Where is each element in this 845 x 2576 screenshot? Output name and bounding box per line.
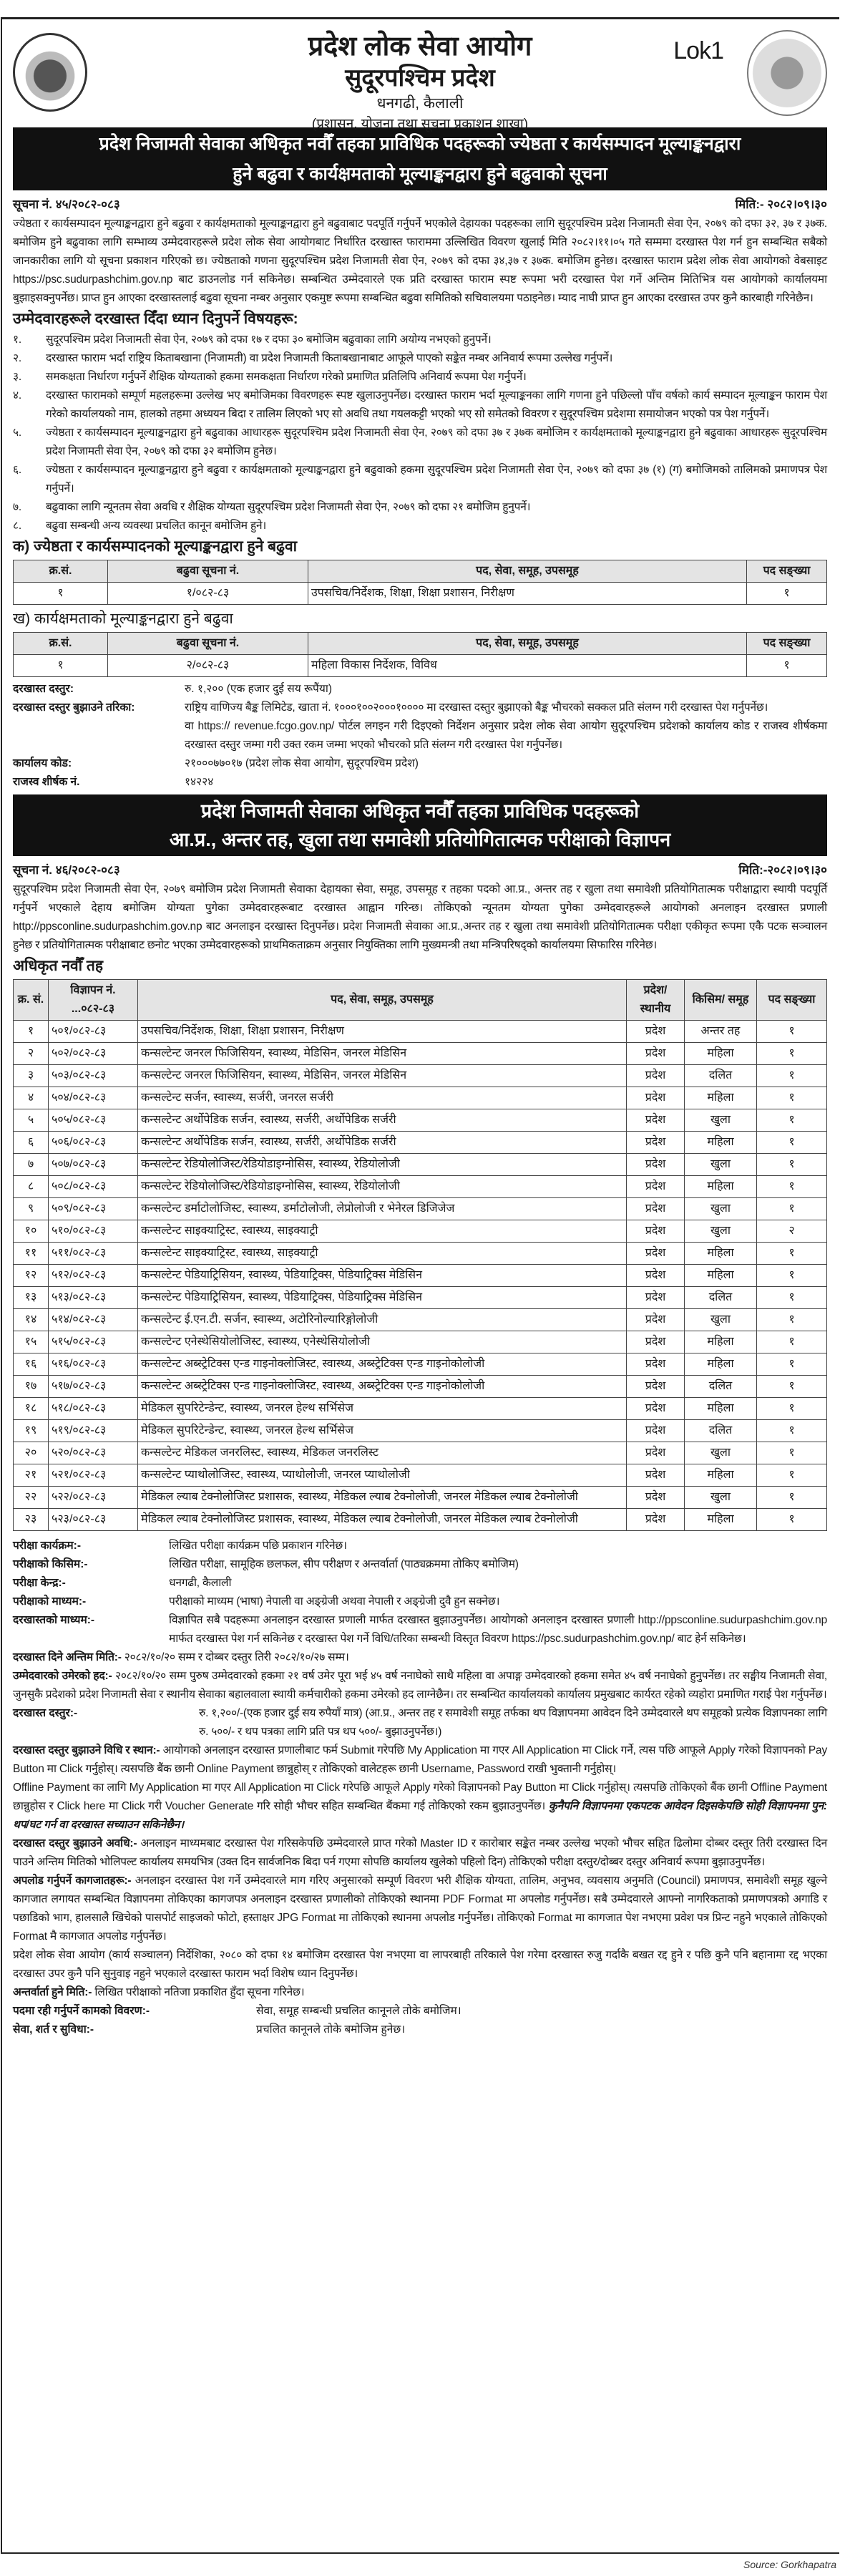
org-name: प्रदेश लोक सेवा आयोग (308, 31, 532, 62)
pay-period-info (13, 1834, 827, 1872)
table-cell: प्रदेश (627, 1243, 685, 1265)
fee-value: रु. १,२०० (एक हजार दुई सय रूपैंया) (185, 683, 333, 695)
table-cell: कन्सल्टेन्ट साइक्याट्रिस्ट, स्वास्थ्य, साइक्याट्री (138, 1243, 627, 1265)
table-cell: कन्सल्टेन्ट रेडियोलोजिस्ट/रेडियोडाइग्नोसिस, स्वास्थ्य, रेडियोलोजी (138, 1154, 627, 1176)
revenue-code: १४२२४ (185, 776, 214, 788)
table-cell: २३ (14, 1509, 49, 1531)
table-cell: खुला (685, 1442, 757, 1464)
table-cell: १ (757, 1265, 827, 1287)
table-cell: प्रदेश (627, 1021, 685, 1043)
notice1-body: ज्येष्ठता र कार्यसम्पादन मूल्याङ्कनद्वारा हुने बढुवा र कार्यक्षमताको मूल्याङ्कनद्वारा हुने बढुवाबाट पदपूर्ति गर्नुपर्ने भएकोले देहायका पदहरूका लागि सुदूरपश्चिम प्रदेश निजामती सेवा ऐन, २०७९ को दफा ३२, ३७ र ३७क. बमोजिम हुने बढुवाका लागि सम्भाव्य उम्मेदवारहरूले प्रदेश लोक सेवा आयोगबाट निर्धारित दरखास्त फाराममा उल्लिखित विवरण खुलाई मिति २०८२।११।०५ गते सम्ममा दरखास्त पेश गर्न हुन सम्बन्धित सबैको जानकारीका लागि यो सूचना प्रकाशन गरिएको छ। ज्येष्ठताको गणना सुदूरपश्चिम प्रदेश निजामती सेवा ऐन, २०७९ को दफा ३४,३७ र ३७क. बमोजिम हुनेछ। दरखास्त फाराम प्रदेश लोक सेवा आयोगको वेबसाइट https://psc.sudurpashchim.gov.np बाट डाउनलोड गर्न सकिनेछ। सम्बन्धित उम्मेदवारले एक प्रति दरखास्त फाराम स्पष्ट रूपमा भरी दरखास्त पेश गर्ने अन्तिम मितिभित्र यस आयोगको कार्यालयमा बुझाइसक्नुपर्नेछ। प्राप्त हुन आएका दरखास्तलाई बढुवा सूचना नम्बर अनुसार एकमुष्ट रूपमा सम्बन्धित बढुवा समितिको सचिवालयमा पठाइनेछ। म्याद नाघी प्राप्त हुन आएका दरखास्त उपर कुनै कारबाही गरिनेछैन। (13, 218, 827, 304)
table-cell: ५१०/०८२-८३ (49, 1220, 138, 1243)
column-header: क्र.सं. (14, 560, 108, 583)
table-cell: ५०४/०८२-८३ (49, 1087, 138, 1109)
interview-info (13, 1983, 827, 2002)
fee-label: दरखास्त दस्तुर: (13, 683, 74, 695)
point-number: १. (13, 334, 21, 346)
table-row (14, 1043, 827, 1065)
column-header: पद, सेवा, समूह, उपसमूह (138, 980, 627, 1021)
table-cell: मेडिकल ल्याब टेक्नोलोजिस्ट प्रशासक, स्वास्थ्य, मेडिकल ल्याब टेक्नोलोजी, जनरल मेडिकल ल्याब टेक्नोलोजी (138, 1509, 627, 1531)
table-cell: प्रदेश (627, 1287, 685, 1309)
info-value: आयोगको अनलाइन दरखास्त प्रणालीबाट फर्म Submit गरेपछि My Application मा गएर All Application मा Click गर्ने, त्यस पछि आफूले Apply गरेको विज्ञापनको Pay Button मा Click गर्नुहोस्। त्यसपछि बैंक छानी Online Payment छान्नुहोस् र तोकिएको वालेटहरू छानी Username, Password राखी भुक्तानी गर्नुहोस्। (13, 1744, 828, 1775)
table-cell: १/०८२-८३ (108, 583, 308, 605)
vacancy-table (13, 979, 827, 1531)
table-cell: महिला (685, 1176, 757, 1198)
exam-info-row (13, 1537, 827, 1555)
info-label: अन्तर्वार्ता हुने मिति:- (13, 1986, 92, 1998)
notice-number: सूचना नं. ४६/२०८२-०८३ (13, 863, 120, 877)
info-label: परीक्षाको माध्यम:- (13, 1595, 87, 1608)
column-header: प्रदेश/ स्थानीय (627, 980, 685, 1021)
table-cell: प्रदेश (627, 1154, 685, 1176)
table-cell: १ (757, 1154, 827, 1176)
branch: (प्रशासन, योजना तथा सूचना प्रकाशन शाखा) (311, 117, 529, 132)
table-row (14, 1442, 827, 1464)
table-cell: १५ (14, 1331, 49, 1353)
point-number: ३. (13, 371, 21, 383)
table-cell: ५११/०८२-८३ (49, 1243, 138, 1265)
point-item (13, 461, 827, 498)
table-cell: २ (757, 1220, 827, 1243)
table-cell: ५०५/०८२-८३ (49, 1109, 138, 1132)
table-cell: १ (14, 583, 108, 605)
info-value: २०८२/१०/२० सम्म पुरुष उम्मेदवारको हकमा २१ वर्ष उमेर पूरा भई ४५ वर्ष ननाघेको साथै महिला वा अपाङ्ग उम्मेदवारको हकमा समेत ४५ वर्ष ननाघेको हुनुपर्नेछ। तर सङ्घीय निजामती सेवा, जुनसुकै प्रदेशको प्रदेश निजामती सेवा र स्थानीय सेवाका बहालवाला स्थायी कर्मचारीको हकमा उमेरको हद लाग्नेछैन। तर सम्बन्धित कार्यालयको कार्यालय प्रमुखबाट कार्यरत रहेको व्यहोरा प्रमाणित गराई पेश गर्नुपर्नेछ। (13, 1670, 827, 1701)
table-cell: महिला (685, 1265, 757, 1287)
exam-info-row (13, 1611, 827, 1648)
info-label: अपलोड गर्नुपर्ने कागजातहरू:- (13, 1875, 132, 1887)
table-cell: १ (757, 1176, 827, 1198)
table-cell: १ (14, 655, 108, 677)
info-label: परीक्षा केन्द्र:- (13, 1577, 66, 1589)
rule-text: प्रदेश लोक सेवा आयोग (कार्य सञ्चालन) निर्देशिका, २०८० को दफा १४ बमोजिम दरखास्त पेश नभएमा वा लापरबाही तरिकाले पेश गरेमा दरखास्त रुजु गर्दाकै बखत रद्द हुने र पछि कुनै पनि बहानामा रद्द भएका दरखास्त उपर कुनै पनि सुनुवाइ नहुने भएकाले दरखास्त फाराम भर्दा विशेष ध्यान दिनुपर्नेछ। (13, 1949, 827, 1980)
table-cell: १ (747, 655, 827, 677)
point-item (13, 387, 827, 424)
table-cell: महिला (685, 1398, 757, 1420)
offline-text: Offline Payment का लागि My Application मा गएर All Application मा Click गरेपछि आफूले Apply गरेको विज्ञापनको Pay Button मा Click गर्नुहोस्। त्यसपछि तोकिएको बैंक छानी Offline Payment छान्नुहोस र Click here मा Click गरी Voucher Generate गरि सोही भौचर सहित सम्बन्धित बैंकमा गई तोकिएको रकम बुझाउनुपर्नेछ। (13, 1782, 827, 1812)
table-cell: महिला (685, 1243, 757, 1265)
table-cell: कन्सल्टेन्ट सर्जन, स्वास्थ्य, सर्जरी, जनरल सर्जरी (138, 1087, 627, 1109)
info-label: दरखास्त दस्तुर:- (13, 1707, 78, 1719)
table-cell: खुला (685, 1198, 757, 1220)
table-cell: ७ (14, 1154, 49, 1176)
table-cell: कन्सल्टेन्ट रेडियोलोजिस्ट/रेडियोडाइग्नोसिस, स्वास्थ्य, रेडियोलोजी (138, 1176, 627, 1198)
table-cell: ५ (14, 1109, 49, 1132)
exam-info (13, 1537, 827, 1648)
table-cell: ५१६/०८२-८३ (49, 1353, 138, 1376)
table-cell: कन्सल्टेन्ट अब्स्ट्रेटिक्स एन्ड गाइनोक्लोजिस्ट, स्वास्थ्य, अब्स्ट्रेटिक्स एन्ड गाइनोकोलोजी (138, 1376, 627, 1398)
table-row (14, 655, 827, 677)
table-cell: १ (757, 1353, 827, 1376)
info-value: अनलाइन दरखास्त पेश गर्ने उम्मेदवारले माग गरिए अनुसारको सम्पूर्ण विवरण भरी शैक्षिक योग्यता, तालिम, अनुभव, व्यवसाय अनुमति (Council) प्रमाणपत्र, समावेशी समूह खुल्ने कागजात लगायत सम्बन्धित विज्ञापनमा तोकिएका कागजपत्र अनलाइन दरखास्त प्रणालीको तोकिएको स्थानमा PDF Format मा अपलोड गर्नुपर्नेछ। सबै उम्मेदवारले आफ्नो नागरिकताको प्रमाणपत्रको अगाडि र पछाडिको भाग, हालसालै खिचेको पासपोर्ट साइजको फोटो, हस्ताक्षर JPG Format मा तोकिएको स्थानमा अपलोड गर्नुपर्नेछ। तोकिएको Format मा कागजात पेश नभएमा प्रवेश पत्र प्रिन्ट नहुने भएकाले तोकिएको Format मै कागजात अपलोड गर्नुपर्नेछ। (13, 1875, 827, 1943)
table-cell: प्रदेश (627, 1065, 685, 1087)
table-cell: १ (757, 1198, 827, 1220)
table-cell: १ (757, 1509, 827, 1531)
info-label: दरखास्तको माध्यम:- (13, 1614, 95, 1626)
point-text: दरखास्त फारामको सम्पूर्ण महलहरूमा उल्लेख भए बमोजिमका विवरणहरू स्पष्ट खुलाउनुपर्नेछ। दरखास्त फाराम भर्दा मूल्याङ्कनका लागि गणना हुने पछिल्लो पाँच वर्षको कार्य सम्पादन मूल्याङ्कन फाराम पेश गरेको कार्यालयको नाम, हालको तहमा अध्ययन बिदा र तालिम लिएको भए सो अवधि तथा गयलकट्टी भएको भए सो समेतको विवरण र सुदूरपश्चिम प्रदेशमा समायोजन भएको पत्र पेश गर्नुपर्ने। (46, 389, 827, 420)
info-value: विज्ञापित सबै पदहरूमा अनलाइन दरखास्त प्रणाली मार्फत दरखास्त बुझाउनुपर्नेछ। आयोगको अनलाइन दरखास्त प्रणाली http://ppsconline.sudurpashchim.gov.np मार्फत दरखास्त पेश गर्न सकिनेछ र दरखास्त पेश गर्ने विधि/तरिका सम्बन्धी विस्तृत विवरण https://psc.sudurpashchim.gov.np/ बाट हेर्न सकिनेछ। (169, 1614, 827, 1645)
table-cell: कन्सल्टेन्ट अब्स्ट्रेटिक्स एन्ड गाइनोक्लोजिस्ट, स्वास्थ्य, अब्स्ट्रेटिक्स एन्ड गाइनोकोलोजी (138, 1353, 627, 1376)
table-cell: प्रदेश (627, 1509, 685, 1531)
table-row (14, 583, 827, 605)
point-text: बढुवाका लागि न्यूनतम सेवा अवधि र शैक्षिक योग्यता सुदूरपश्चिम प्रदेश निजामती सेवा ऐन, २०७९ को दफा २१ बमोजिम हुनुपर्ने। (46, 501, 531, 513)
table-cell: ११ (14, 1243, 49, 1265)
table-row (14, 1021, 827, 1043)
table-cell: ८ (14, 1176, 49, 1198)
psc-logo-icon (747, 30, 827, 116)
column-header: क्र.सं. (14, 633, 108, 655)
table-row (14, 1109, 827, 1132)
notice-date: मिति:-२०८२।०९।३० (738, 863, 827, 877)
table-cell: ६ (14, 1132, 49, 1154)
table-cell: प्रदेश (627, 1353, 685, 1376)
table-cell: खुला (685, 1154, 757, 1176)
table-cell: प्रदेश (627, 1265, 685, 1287)
duties-info (13, 2002, 827, 2021)
table-cell: २० (14, 1442, 49, 1464)
info-label: पदमा रही गर्नुपर्ने कामको विवरण:- (13, 2005, 150, 2017)
table-cell: उपसचिव/निर्देशक, शिक्षा, शिक्षा प्रशासन, निरीक्षण (308, 583, 747, 605)
point-number: ४. (13, 389, 21, 402)
office-code: २१०००७७०१७ (प्रदेश लोक सेवा आयोग, सुदूरपश्चिम प्रदेश) (185, 757, 419, 769)
points-list (13, 331, 827, 535)
table-cell: १ (747, 583, 827, 605)
pay-label: दरखास्त दस्तुर बुझाउने तरिका: (13, 701, 135, 714)
table-cell: कन्सल्टेन्ट अर्थोपेडिक सर्जन, स्वास्थ्य, सर्जरी, अर्थोपेडिक सर्जरी (138, 1109, 627, 1132)
table-cell: १ (757, 1331, 827, 1353)
info-label: सेवा, शर्त र सुविधा:- (13, 2023, 94, 2036)
table-cell: कन्सल्टेन्ट पेडियाट्रिसियन, स्वास्थ्य, पेडियाट्रिक्स, पेडियाट्रिक्स मेडिसिन (138, 1265, 627, 1287)
info-label: दरखास्त दिने अन्तिम मिति:- (13, 1651, 122, 1663)
table-a-heading: क) ज्येष्ठता र कार्यसम्पादनको मूल्याङ्कनद्वारा हुने बढुवा (13, 538, 298, 555)
column-header: पद सङ्ख्या (757, 980, 827, 1021)
nepal-emblem-icon (13, 33, 87, 112)
table-cell: ५०३/०८२-८३ (49, 1065, 138, 1087)
table-cell: १ (757, 1287, 827, 1309)
table-header-row (14, 560, 827, 583)
table-cell: १ (757, 1309, 827, 1331)
title-line: हुने बढुवा र कार्यक्षमताको मूल्याङ्कनद्वारा हुने बढुवाको सूचना (233, 164, 607, 184)
table-cell: खुला (685, 1109, 757, 1132)
table-cell: १ (757, 1132, 827, 1154)
table-cell: ५२०/०८२-८३ (49, 1442, 138, 1464)
table-cell: १ (757, 1021, 827, 1043)
table-header-row (14, 633, 827, 655)
age-info (13, 1667, 827, 1704)
table-cell: कन्सल्टेन्ट ई.एन.टी. सर्जन, स्वास्थ्य, अटोरिनोल्यारिङ्गोलोजी (138, 1309, 627, 1331)
point-text: समकक्षता निर्धारण गर्नुपर्ने शैक्षिक योग्यताको हकमा समकक्षता निर्धारण गरेको प्रमाणित प्रतिलिपि अनिवार्य रूपमा पेश गर्नुपर्ने। (46, 371, 527, 383)
table-cell: १ (757, 1420, 827, 1442)
table-cell: मेडिकल ल्याब टेक्नोलोजिस्ट प्रशासक, स्वास्थ्य, मेडिकल ल्याब टेक्नोलोजी, जनरल मेडिकल ल्याब टेक्नोलोजी (138, 1487, 627, 1509)
table-cell: ५०६/०८२-८३ (49, 1132, 138, 1154)
table-header-row (14, 980, 827, 1021)
notice2-title (13, 794, 827, 856)
table-row (14, 1220, 827, 1243)
table-cell: प्रदेश (627, 1376, 685, 1398)
table-cell: ५१७/०८२-८३ (49, 1376, 138, 1398)
table-b-heading: ख) कार्यक्षमताको मूल्याङ्कनद्वारा हुने बढुवा (13, 611, 233, 627)
table-cell: ५०७/०८२-८३ (49, 1154, 138, 1176)
source-credit: Source: Gorkhapatra (743, 2559, 836, 2570)
column-header: बढुवा सूचना नं. (108, 633, 308, 655)
table-row (14, 1509, 827, 1531)
table-cell: प्रदेश (627, 1109, 685, 1132)
table-cell: महिला (685, 1331, 757, 1353)
table-cell: प्रदेश (627, 1464, 685, 1487)
exam-info-row (13, 1555, 827, 1574)
table-cell: ५१४/०८२-८३ (49, 1309, 138, 1331)
column-header: किसिम/ समूह (685, 980, 757, 1021)
location: धनगढी, कैलाली (376, 95, 464, 112)
title-line: प्रदेश निजामती सेवाका अधिकृत नवौँ तहका प्राविधिक पदहरूको (200, 800, 640, 822)
info-value: सेवा, समूह सम्बन्धी प्रचलित कानूनले तोके बमोजिम। (256, 2005, 461, 2017)
point-item (13, 331, 827, 349)
table-cell: १ (14, 1021, 49, 1043)
table-cell: ५०९/०८२-८३ (49, 1198, 138, 1220)
table-cell: कन्सल्टेन्ट एनेस्थेसियोलोजिस्ट, स्वास्थ्य, एनेस्थेसियोलोजी (138, 1331, 627, 1353)
pay-method-info (13, 1741, 827, 1779)
info-label: परीक्षाको किसिम:- (13, 1558, 88, 1570)
application-info (13, 1648, 827, 2039)
info-value: प्रचलित कानूनले तोके बमोजिम हुनेछ। (256, 2023, 406, 2036)
column-header: पद सङ्ख्या (747, 633, 827, 655)
column-header: बढुवा सूचना नं. (108, 560, 308, 583)
table-cell: प्रदेश (627, 1398, 685, 1420)
table-row (14, 1065, 827, 1087)
letterhead (13, 17, 827, 132)
table-cell: १ (757, 1376, 827, 1398)
table-row (14, 1132, 827, 1154)
point-text: बढुवा सम्बन्धी अन्य व्यवस्था प्रचलित कानून बमोजिम हुने। (46, 520, 267, 532)
province-name: सुदूरपश्चिम प्रदेश (345, 64, 495, 92)
fee-info (13, 1704, 827, 1741)
table-cell: कन्सल्टेन्ट जनरल फिजिसियन, स्वास्थ्य, मेडिसिन, जनरल मेडिसिन (138, 1043, 627, 1065)
table-cell: उपसचिव/निर्देशक, शिक्षा, शिक्षा प्रशासन, निरीक्षण (138, 1021, 627, 1043)
table-cell: महिला (685, 1464, 757, 1487)
title-line: प्रदेश निजामती सेवाका अधिकृत नवौँ तहका प्राविधिक पदहरूको ज्येष्ठता र कार्यसम्पादन मूल्याङ्कनद्वारा (99, 134, 741, 154)
table-cell: दलित (685, 1420, 757, 1442)
table-cell: ५२२/०८२-८३ (49, 1487, 138, 1509)
warning-text: कुनैपनि विज्ञापनमा एकपटक आवेदन दिइसकेपछि सोही विज्ञापनमा पुन: थप/घट गर्न वा दरखास्त सच्याउन सकिनेछैन। (13, 1800, 828, 1831)
table-row (14, 1487, 827, 1509)
table-row (14, 1420, 827, 1442)
table-cell: प्रदेश (627, 1309, 685, 1331)
table-cell: प्रदेश (627, 1132, 685, 1154)
table-cell: २/०८२-८३ (108, 655, 308, 677)
notice-number: सूचना नं. ४५/२०८२-०८३ (13, 198, 120, 211)
pay-text: राष्ट्रिय वाणिज्य बैङ्क लिमिटेड, खाता नं. १०००१००२०००१०००० मा दरखास्त दस्तुर बुझाएको बैङ्क भौचरको सक्कल प्रति संलग्न गरी दरखास्त पेश गर्नुपर्नेछ। (185, 701, 768, 714)
table-cell: १ (757, 1487, 827, 1509)
table-cell: ५१९/०८२-८३ (49, 1420, 138, 1442)
table-cell: १० (14, 1220, 49, 1243)
table-cell: १ (757, 1464, 827, 1487)
table-row (14, 1376, 827, 1398)
table-cell: ५०१/०८२-८३ (49, 1021, 138, 1043)
table-cell: दलित (685, 1376, 757, 1398)
notice-date: मिति:- २०८२।०९।३० (735, 198, 827, 211)
info-value: रु. १,२००/-(एक हजार दुई सय रुपैयाँ मात्र) (आ.प्र., अन्तर तह र समावेशी समूह तर्फका थप विज्ञापनमा आवेदन दिने उम्मेदवारले थप समूहको प्रत्येक विज्ञापनका लागि रु. ५००/- र थप पत्रका लागि प्रति पत्र थप ५००/- बुझाउनुपर्नेछ।) (199, 1707, 827, 1738)
info-label: परीक्षा कार्यक्रम:- (13, 1540, 81, 1552)
info-label: उम्मेदवारको उमेरको हद:- (13, 1670, 112, 1682)
point-number: ६. (13, 464, 21, 476)
table-cell: १७ (14, 1376, 49, 1398)
service-info (13, 2021, 827, 2039)
point-item (13, 498, 827, 517)
table-row (14, 1331, 827, 1353)
column-header: पद, सेवा, समूह, उपसमूह (308, 560, 747, 583)
table-row (14, 1265, 827, 1287)
table-cell: महिला (685, 1087, 757, 1109)
table-row (14, 1087, 827, 1109)
point-text: दरखास्त फाराम भर्दा राष्ट्रिय किताबखाना (निजामती) वा प्रदेश निजामती किताबखानाबाट आफूले पाएको सङ्केत नम्बर अनिवार्य रूपमा उल्लेख गर्नुपर्ने। (46, 352, 613, 364)
exam-info-row (13, 1593, 827, 1611)
table-cell: दलित (685, 1065, 757, 1087)
table-cell: खुला (685, 1309, 757, 1331)
revenue-label: राजस्व शीर्षक नं. (13, 776, 80, 788)
table-cell: ३ (14, 1065, 49, 1087)
table-cell: महिला (685, 1509, 757, 1531)
table-cell: दलित (685, 1287, 757, 1309)
table-cell: प्रदेश (627, 1198, 685, 1220)
info-value: अनलाइन माध्यमबाट दरखास्त पेश गरिसकेपछि उम्मेदवारले प्राप्त गरेको Master ID र कारोबार सङ्केत नम्बर उल्लेख भएको भौचर सहित ढिलोमा दोब्बर दस्तुर तिरी दरखास्त दिन पाउने अन्तिम मितिको भोलिपल्ट कार्यालय समयभित्र (उक्त दिन सार्वजनिक बिदा पर्न गएमा सोपछि कार्यालय खुलेको पहिलो दिन) तोकिएको परीक्षा दस्तुर/दोब्बर दस्तुर अनिवार्य रूपमा बुझाउनुपर्नेछ। (13, 1837, 827, 1868)
table-cell: प्रदेश (627, 1043, 685, 1065)
point-item (13, 349, 827, 368)
table-cell: महिला (685, 1043, 757, 1065)
pay-text: वा https:// revenue.fcgo.gov.np/ पोर्टल लगइन गरी दिइएको निर्देशन अनुसार प्रदेश लोक सेवा आयोग सुदूरपश्चिम प्रदेशको कार्यालय कोड र राजस्व शीर्षकमा दरखास्त दस्तुर जम्मा गरी उक्त रकम जम्मा भएको भौचरको प्रति संलग्न गरी दरखास्त पेश गर्नुपर्नेछ। (185, 720, 827, 751)
table-cell: ५२३/०८२-८३ (49, 1509, 138, 1531)
table-cell: कन्सल्टेन्ट अर्थोपेडिक सर्जन, स्वास्थ्य, सर्जरी, अर्थोपेडिक सर्जरी (138, 1132, 627, 1154)
point-number: ८. (13, 520, 21, 532)
point-text: ज्येष्ठता र कार्यसम्पादन मूल्याङ्कनद्वारा हुने बढुवा र कार्यक्षमताको मूल्याङ्कनद्वारा हुने बढुवाको हकमा सुदूरपश्चिम प्रदेश निजामती सेवा ऐन, २०७९ को दफा ३७ (१) (ग) बमोजिमको तालिमको प्रमाणपत्र पेश गर्नुपर्ने। (46, 464, 827, 495)
table-row (14, 1353, 827, 1376)
column-header: क्र. सं. (14, 980, 49, 1021)
table-cell: २२ (14, 1487, 49, 1509)
title-line: आ.प्र., अन्तर तह, खुला तथा समावेशी प्रतियोगितात्मक परीक्षाको विज्ञापन (169, 829, 671, 850)
table-cell: मेडिकल सुपरिटेन्डेन्ट, स्वास्थ्य, जनरल हेल्थ सर्भिसेज (138, 1398, 627, 1420)
table-cell: ५०८/०८२-८३ (49, 1176, 138, 1198)
table-cell: ५१२/०८२-८३ (49, 1265, 138, 1287)
point-text: सुदूरपश्चिम प्रदेश निजामती सेवा ऐन, २०७९ को दफा १७ र दफा ३० बमोजिम बढुवाका लागि अयोग्य नभएको हुनुपर्ने। (46, 334, 492, 346)
table-cell: १ (757, 1398, 827, 1420)
info-value: लिखित परीक्षा, सामूहिक छलफल, सीप परीक्षण र अन्तर्वार्ता (पाठ्यक्रममा तोकिए बमोजिम) (169, 1558, 519, 1570)
table-cell: १२ (14, 1265, 49, 1287)
table-cell: कन्सल्टेन्ट पेडियाट्रिसियन, स्वास्थ्य, पेडियाट्रिक्स, पेडियाट्रिक्स मेडिसिन (138, 1287, 627, 1309)
points-heading: उम्मेदवारहरूले दरखास्त दिँदा ध्यान दिनुपर्ने विषयहरू: (13, 311, 298, 327)
table-cell: मेडिकल सुपरिटेन्डेन्ट, स्वास्थ्य, जनरल हेल्थ सर्भिसेज (138, 1420, 627, 1442)
notice1-title (13, 127, 827, 190)
table-row (14, 1243, 827, 1265)
table-row (14, 1198, 827, 1220)
table-cell: प्रदेश (627, 1442, 685, 1464)
table-row (14, 1154, 827, 1176)
point-item (13, 368, 827, 387)
table-cell: कन्सल्टेन्ट डर्माटोलोजिस्ट, स्वास्थ्य, डर्माटोलोजी, लेप्रोलोजी र भेनेरल डिजिजेज (138, 1198, 627, 1220)
info-value: धनगढी, कैलाली (169, 1577, 232, 1589)
table-cell: ५२१/०८२-८३ (49, 1464, 138, 1487)
table-cell: महिला (685, 1353, 757, 1376)
table-cell: प्रदेश (627, 1087, 685, 1109)
table-row (14, 1176, 827, 1198)
notice2-body: सुदूरपश्चिम प्रदेश निजामती सेवा ऐन, २०७९ बमोजिम प्रदेश निजामती सेवाका देहायका सेवा, समूह, उपसमूह र तहका पदको आ.प्र., अन्तर तह र खुला तथा समावेशी प्रतियोगितात्मक परीक्षाद्वारा स्थायी पदपूर्ति गर्नुपर्ने भएकाले देहाय बमोजिम योग्यता पुगेका उम्मेदवारहरूबाट दरखास्त आह्वान गरिन्छ। तोकिएको न्यूनतम योग्यता पुगेका उम्मेदवारहरूले आयोगको अनलाइन दरखास्त प्रणाली http://ppsconline.sudurpashchim.gov.np बाट अनलाइन दरखास्त दिनुपर्नेछ। प्रदेश निजामती सेवाका आ.प्र.,अन्तर तह र खुला तथा समावेशी प्रतियोगितात्मक परीक्षा एकीकृत रूपमा एकै पटक सञ्चालन हुनेछ र प्रतियोगितात्मक परीक्षाबाट छनोट भएका उम्मेदवारहरूको प्राथमिकताक्रम अनुसार नियुक्तिका लागि मुख्यमन्त्री तथा मन्त्रिपरिषद्को कार्यालयमा सिफारिस गरिनेछ। (13, 883, 827, 951)
table-cell: १ (757, 1087, 827, 1109)
table-cell: १ (757, 1243, 827, 1265)
column-header: विज्ञापन नं. ...०८२-८३ (49, 980, 138, 1021)
column-header: पद, सेवा, समूह, उपसमूह (308, 633, 747, 655)
table-cell: १ (757, 1043, 827, 1065)
table-cell: १ (757, 1442, 827, 1464)
info-value: परीक्षाको माध्यम (भाषा) नेपाली वा अङ्ग्रेजी अथवा नेपाली र अङ्ग्रेजी दुवै हुन सक्नेछ। (169, 1595, 500, 1608)
table-row (14, 1464, 827, 1487)
info-value: लिखित परीक्षा कार्यक्रम पछि प्रकाशन गरिनेछ। (169, 1540, 347, 1552)
table-cell: ५०२/०८२-८३ (49, 1043, 138, 1065)
table-cell: कन्सल्टेन्ट प्याथोलोजिस्ट, स्वास्थ्य, प्याथोलोजी, जनरल प्याथोलोजी (138, 1464, 627, 1487)
table-cell: कन्सल्टेन्ट साइक्याट्रिस्ट, स्वास्थ्य, साइक्याट्री (138, 1220, 627, 1243)
offline-payment-info (13, 1779, 827, 1834)
point-number: ५. (13, 427, 21, 439)
info-label: दरखास्त दस्तुर बुझाउने विधि र स्थान:- (13, 1744, 160, 1756)
column-header: पद सङ्ख्या (747, 560, 827, 583)
info-value: लिखित परीक्षाको नतिजा प्रकाशित हुँदा सूचना गरिनेछ। (94, 1986, 305, 1998)
table-cell: कन्सल्टेन्ट मेडिकल जनरलिस्ट, स्वास्थ्य, मेडिकल जनरलिस्ट (138, 1442, 627, 1464)
upload-info (13, 1872, 827, 1946)
office-code-label: कार्यालय कोड: (13, 757, 72, 769)
table-cell: प्रदेश (627, 1487, 685, 1509)
table-cell: १ (757, 1065, 827, 1087)
info-label: दरखास्त दस्तुर बुझाउने अवधि:- (13, 1837, 137, 1850)
table-cell: १६ (14, 1353, 49, 1376)
table-cell: कन्सल्टेन्ट जनरल फिजिसियन, स्वास्थ्य, मेडिसिन, जनरल मेडिसिन (138, 1065, 627, 1087)
table-cell: महिला (685, 1132, 757, 1154)
table-cell: २१ (14, 1464, 49, 1487)
table-cell: खुला (685, 1487, 757, 1509)
table-heading: अधिकृत नवौँ तह (13, 958, 104, 974)
table-cell: १ (757, 1109, 827, 1132)
table-cell: ९ (14, 1198, 49, 1220)
table-cell: ५१८/०८२-८३ (49, 1398, 138, 1420)
table-cell: १४ (14, 1309, 49, 1331)
table-cell: १८ (14, 1398, 49, 1420)
table-cell: प्रदेश (627, 1176, 685, 1198)
info-value: २०८२/१०/२० सम्म र दोब्बर दस्तुर तिरी २०८२/१०/२७ सम्म। (124, 1651, 349, 1663)
table-cell: प्रदेश (627, 1331, 685, 1353)
table-a (13, 560, 827, 605)
table-b (13, 632, 827, 677)
table-cell: ५१३/०८२-८३ (49, 1287, 138, 1309)
table-cell: १९ (14, 1420, 49, 1442)
table-cell: ४ (14, 1087, 49, 1109)
deadline-info (13, 1648, 827, 1667)
table-cell: अन्तर तह (685, 1021, 757, 1043)
point-number: २. (13, 352, 21, 364)
table-cell: प्रदेश (627, 1220, 685, 1243)
table-row (14, 1398, 827, 1420)
point-number: ७. (13, 501, 21, 513)
point-text: ज्येष्ठता र कार्यसम्पादन मूल्याङ्कनद्वारा हुने बढुवाका आधारहरू सुदूरपश्चिम प्रदेश निजामती सेवा ऐन, २०७९ को दफा ३७ र ३७क बमोजिम र कार्यक्षमताको मूल्याङ्कनद्वारा हुने बढुवाका आधारहरू सुदूरपश्चिम प्रदेश निजामती सेवा ऐन, २०७९ को दफा ३२ बमोजिम हुनेछ। (46, 427, 827, 457)
table-row (14, 1287, 827, 1309)
table-cell: ५१५/०८२-८३ (49, 1331, 138, 1353)
table-cell: १३ (14, 1287, 49, 1309)
table-cell: २ (14, 1043, 49, 1065)
exam-info-row (13, 1574, 827, 1593)
point-item (13, 517, 827, 535)
table-cell: महिला विकास निर्देशक, विविध (308, 655, 747, 677)
table-cell: खुला (685, 1220, 757, 1243)
point-item (13, 424, 827, 461)
tag-label: Lok1 (673, 37, 723, 64)
table-row (14, 1309, 827, 1331)
table-cell: प्रदेश (627, 1420, 685, 1442)
notice-document (13, 17, 827, 2039)
